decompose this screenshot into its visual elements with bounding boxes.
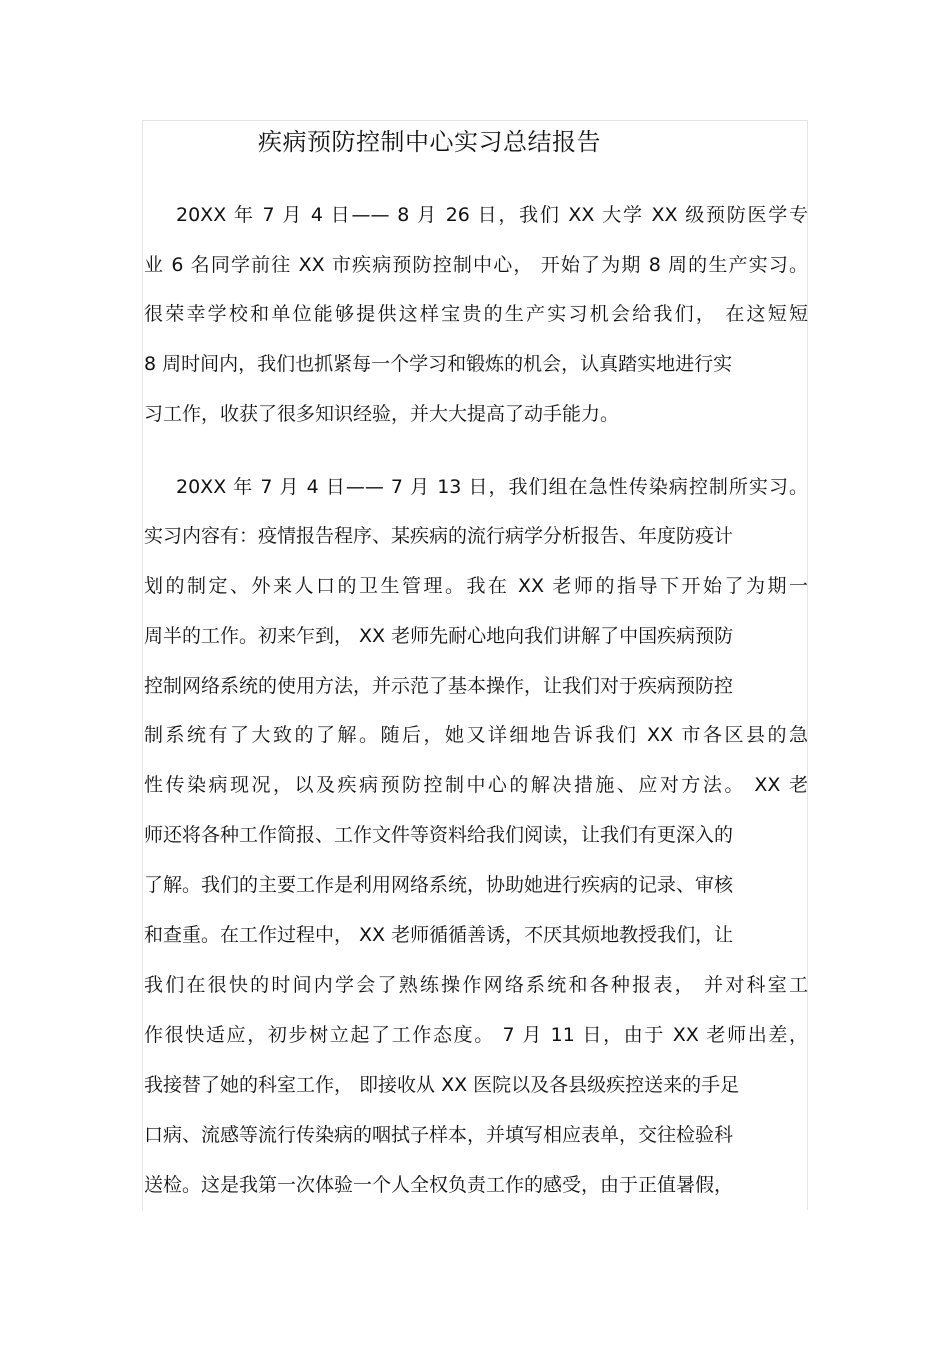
paragraph-1-line-5: 习工作，收获了很多知识经验，并大大提高了动手能力。 [144,403,620,425]
paragraph-2-line-9: 了解。我们的主要工作是利用网络系统，协助她进行疾病的记录、审核 [144,874,734,896]
paragraph-2-line-8: 师还将各种工作简报、工作文件等资料给我们阅读，让我们有更深入的 [144,824,734,846]
paragraph-2-line-1: 20XX 年 7 月 4 日—— 7 月 13 日，我们组在急性传染病控制所实习。 [176,476,808,498]
paragraph-2-line-3: 划的制定、外来人口的卫生管理。我在 XX 老师的指导下开始了为期一 [144,575,808,597]
paragraph-2-line-7: 性传染病现况，以及疾病预防控制中心的解决措施、应对方法。 XX 老 [144,774,808,796]
paragraph-1-line-2: 业 6 名同学前往 XX 市疾病预防控制中心， 开始了为期 8 周的生产实习。 [144,254,808,276]
paragraph-2-line-12: 作很快适应，初步树立起了工作态度。 7 月 11 日，由于 XX 老师出差， [144,1024,808,1046]
page-title: 疾病预防控制中心实习总结报告 [258,128,601,156]
paragraph-1-line-3: 很荣幸学校和单位能够提供这样宝贵的生产实习机会给我们， 在这短短 [144,303,808,325]
paragraph-2-line-11: 我们在很快的时间内学会了熟练操作网络系统和各种报表， 并对科室工 [144,974,808,996]
paragraph-1-line-4: 8 周时间内，我们也抓紧每一个学习和锻炼的机会，认真踏实地进行实 [144,353,733,375]
paragraph-2-line-4: 周半的工作。初来乍到， XX 老师先耐心地向我们讲解了中国疾病预防 [144,625,734,647]
paragraph-2-line-2: 实习内容有：疫情报告程序、某疾病的流行病学分析报告、年度防疫计 [144,525,734,547]
paragraph-2-line-14: 口病、流感等流行传染病的咽拭子样本，并填写相应表单，交往检验科 [144,1124,734,1146]
paragraph-1-line-1: 20XX 年 7 月 4 日—— 8 月 26 日，我们 XX 大学 XX 级预防医学专 [176,204,808,226]
paragraph-2-line-5: 控制网络系统的使用方法，并示范了基本操作，让我们对于疾病预防控 [144,675,734,697]
paragraph-2-line-6: 制系统有了大致的了解。随后，她又详细地告诉我们 XX 市各区县的急 [144,724,808,746]
paragraph-2-line-13: 我接替了她的科室工作， 即接收从 XX 医院以及各县级疾控送来的手足 [144,1074,740,1096]
paragraph-2-line-15: 送检。这是我第一次体验一个人全权负责工作的感受，由于正值暑假， [144,1174,734,1196]
paragraph-2-line-10: 和查重。在工作过程中， XX 老师循循善诱，不厌其烦地教授我们，让 [144,924,734,946]
